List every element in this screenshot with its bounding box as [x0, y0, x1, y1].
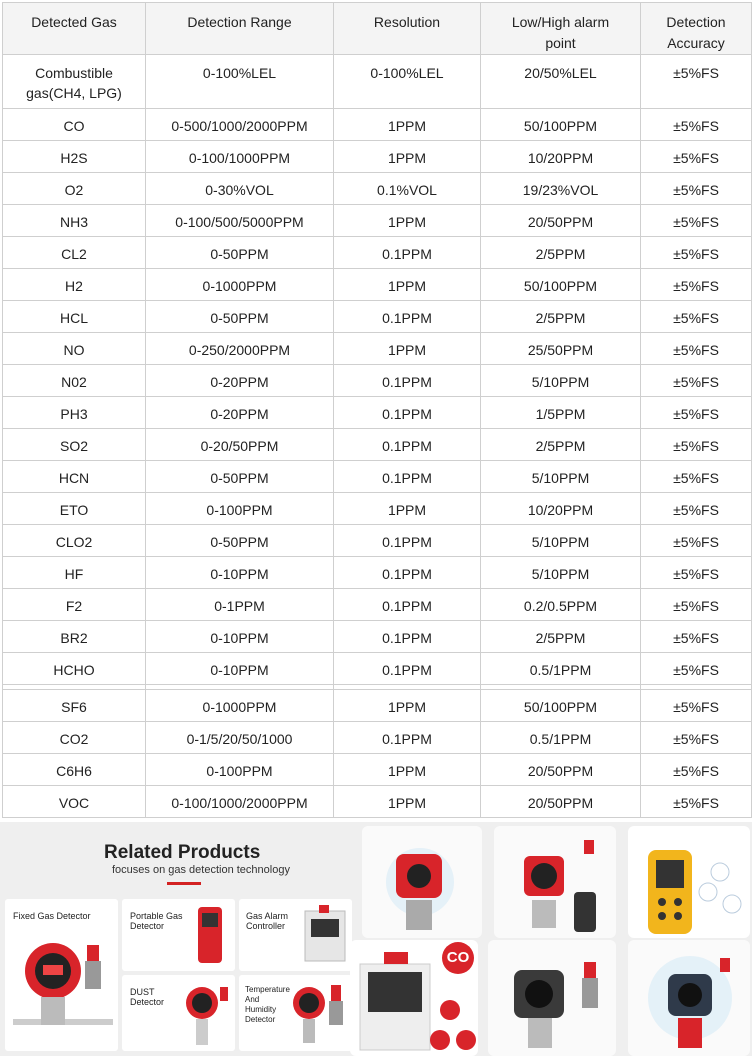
card-fixed-gas-detector[interactable] — [5, 899, 118, 1051]
table-body — [3, 55, 752, 818]
alarm-cell: 1/5PPM — [481, 397, 641, 429]
range-cell: 0-250/2000PPM — [146, 333, 334, 365]
resolution-cell: 1PPM — [334, 109, 481, 141]
temp-humidity-detector-image — [239, 975, 352, 1051]
portable-detector-image — [122, 899, 235, 971]
fixed-detector-image — [5, 899, 118, 1051]
alarm-cell: 2/5PPM — [481, 237, 641, 269]
gas-cell: Combustible gas(CH4, LPG) — [3, 55, 146, 109]
resolution-cell: 1PPM — [334, 754, 481, 786]
resolution-cell: 0.1PPM — [334, 429, 481, 461]
resolution-cell: 0.1PPM — [334, 301, 481, 333]
resolution-cell: 1PPM — [334, 690, 481, 722]
product-image — [494, 826, 616, 938]
accuracy-cell: ±5%FS — [641, 55, 752, 109]
range-cell: 0-500/1000/2000PPM — [146, 109, 334, 141]
accuracy-cell: ±5%FS — [641, 589, 752, 621]
alarm-cell: 5/10PPM — [481, 557, 641, 589]
header-resolution: Resolution — [334, 3, 481, 55]
table-row — [3, 55, 752, 109]
table-row — [3, 429, 752, 461]
accuracy-cell: ±5%FS — [641, 786, 752, 818]
range-cell: 0-30%VOL — [146, 173, 334, 205]
gas-cell: NO — [3, 333, 146, 365]
gas-cell: H2 — [3, 269, 146, 301]
header-detected-gas: Detected Gas — [3, 3, 146, 55]
accuracy-cell: ±5%FS — [641, 173, 752, 205]
gas-cell: CO2 — [3, 722, 146, 754]
range-cell: 0-100PPM — [146, 754, 334, 786]
resolution-cell: 0-100%LEL — [334, 55, 481, 109]
resolution-cell: 0.1PPM — [334, 653, 481, 685]
gas-cell: H2S — [3, 141, 146, 173]
table-row — [3, 493, 752, 525]
alarm-cell: 19/23%VOL — [481, 173, 641, 205]
card-dust-detector[interactable] — [122, 975, 235, 1051]
title-underline — [167, 882, 201, 885]
table-row — [3, 141, 752, 173]
header-detection-range: Detection Range — [146, 3, 334, 55]
range-cell: 0-100/1000/2000PPM — [146, 786, 334, 818]
header-accuracy: Detection Accuracy — [641, 3, 752, 55]
card-portable-gas-detector[interactable] — [122, 899, 235, 971]
resolution-cell: 1PPM — [334, 333, 481, 365]
table-header-row — [3, 3, 752, 55]
dust-detector-image — [122, 975, 235, 1051]
card-label: Gas Alarm Controller — [246, 911, 289, 931]
table-row — [3, 301, 752, 333]
accuracy-cell: ±5%FS — [641, 237, 752, 269]
alarm-cell: 5/10PPM — [481, 365, 641, 397]
range-cell: 0-10PPM — [146, 653, 334, 685]
card-label: DUST Detector — [130, 987, 165, 1007]
table-row — [3, 461, 752, 493]
table-row — [3, 333, 752, 365]
accuracy-cell: ±5%FS — [641, 493, 752, 525]
gas-cell: CLO2 — [3, 525, 146, 557]
gas-cell: CO — [3, 109, 146, 141]
gas-cell: F2 — [3, 589, 146, 621]
accuracy-cell: ±5%FS — [641, 109, 752, 141]
table-row — [3, 589, 752, 621]
card-gas-alarm-controller[interactable] — [239, 899, 352, 971]
alarm-cell: 2/5PPM — [481, 621, 641, 653]
alarm-controller-image — [239, 899, 352, 971]
table-row — [3, 365, 752, 397]
table-row — [3, 754, 752, 786]
table-row — [3, 205, 752, 237]
product-thumb-alarm-controller[interactable] — [350, 940, 478, 1056]
gas-cell: O2 — [3, 173, 146, 205]
resolution-cell: 0.1%VOL — [334, 173, 481, 205]
accuracy-cell: ±5%FS — [641, 205, 752, 237]
resolution-cell: 0.1PPM — [334, 557, 481, 589]
gas-cell: BR2 — [3, 621, 146, 653]
resolution-cell: 0.1PPM — [334, 589, 481, 621]
alarm-cell: 50/100PPM — [481, 109, 641, 141]
range-cell: 0-50PPM — [146, 525, 334, 557]
gas-cell: HCL — [3, 301, 146, 333]
range-cell: 0-50PPM — [146, 461, 334, 493]
range-cell: 0-1000PPM — [146, 269, 334, 301]
range-cell: 0-50PPM — [146, 237, 334, 269]
range-cell: 0-100/1000PPM — [146, 141, 334, 173]
product-thumb-portable-yellow[interactable] — [628, 826, 750, 938]
resolution-cell: 1PPM — [334, 493, 481, 525]
gas-cell: NH3 — [3, 205, 146, 237]
accuracy-cell: ±5%FS — [641, 557, 752, 589]
accuracy-cell: ±5%FS — [641, 397, 752, 429]
resolution-cell: 1PPM — [334, 786, 481, 818]
accuracy-cell: ±5%FS — [641, 621, 752, 653]
co-badge: CO — [442, 942, 474, 974]
resolution-cell: 1PPM — [334, 141, 481, 173]
alarm-cell: 20/50PPM — [481, 205, 641, 237]
card-label: Fixed Gas Detector — [13, 911, 91, 921]
alarm-cell: 5/10PPM — [481, 461, 641, 493]
product-thumb-explosion-proof[interactable] — [362, 826, 482, 938]
range-cell: 0-50PPM — [146, 301, 334, 333]
related-products-title: Related Products — [104, 842, 261, 863]
range-cell: 0-1PPM — [146, 589, 334, 621]
accuracy-cell: ±5%FS — [641, 525, 752, 557]
range-cell: 0-100%LEL — [146, 55, 334, 109]
resolution-cell: 0.1PPM — [334, 397, 481, 429]
accuracy-cell: ±5%FS — [641, 365, 752, 397]
table-row — [3, 397, 752, 429]
table-row — [3, 653, 752, 685]
gas-cell: HF — [3, 557, 146, 589]
range-cell: 0-100PPM — [146, 493, 334, 525]
alarm-cell: 0.2/0.5PPM — [481, 589, 641, 621]
resolution-cell: 0.1PPM — [334, 525, 481, 557]
alarm-cell: 50/100PPM — [481, 690, 641, 722]
alarm-cell: 10/20PPM — [481, 141, 641, 173]
resolution-cell: 0.1PPM — [334, 237, 481, 269]
alarm-cell: 20/50PPM — [481, 754, 641, 786]
gas-cell: HCN — [3, 461, 146, 493]
product-thumb-blue-detector[interactable] — [628, 940, 750, 1056]
alarm-cell: 0.5/1PPM — [481, 653, 641, 685]
range-cell: 0-20PPM — [146, 365, 334, 397]
range-cell: 0-1/5/20/50/1000 — [146, 722, 334, 754]
table-row — [3, 173, 752, 205]
range-cell: 0-10PPM — [146, 557, 334, 589]
accuracy-cell: ±5%FS — [641, 333, 752, 365]
gas-cell: SO2 — [3, 429, 146, 461]
table-row — [3, 269, 752, 301]
table-row — [3, 557, 752, 589]
accuracy-cell: ±5%FS — [641, 429, 752, 461]
gas-cell: C6H6 — [3, 754, 146, 786]
range-cell: 0-10PPM — [146, 621, 334, 653]
card-temperature-humidity-detector[interactable] — [239, 975, 352, 1051]
accuracy-cell: ±5%FS — [641, 690, 752, 722]
alarm-cell: 5/10PPM — [481, 525, 641, 557]
related-products-banner — [0, 822, 752, 1056]
accuracy-cell: ±5%FS — [641, 653, 752, 685]
table-row — [3, 237, 752, 269]
range-cell: 0-1000PPM — [146, 690, 334, 722]
range-cell: 0-100/500/5000PPM — [146, 205, 334, 237]
resolution-cell: 0.1PPM — [334, 722, 481, 754]
product-image — [488, 940, 616, 1056]
accuracy-cell: ±5%FS — [641, 461, 752, 493]
product-image — [362, 826, 482, 938]
gas-cell: VOC — [3, 786, 146, 818]
card-label: Portable Gas Detector — [130, 911, 183, 931]
card-label: Temperature And Humidity Detector — [245, 985, 290, 1024]
accuracy-cell: ±5%FS — [641, 722, 752, 754]
gas-cell: PH3 — [3, 397, 146, 429]
table-row — [3, 621, 752, 653]
alarm-cell: 0.5/1PPM — [481, 722, 641, 754]
range-cell: 0-20PPM — [146, 397, 334, 429]
table-row — [3, 786, 752, 818]
table-row — [3, 525, 752, 557]
gas-cell: ETO — [3, 493, 146, 525]
accuracy-cell: ±5%FS — [641, 301, 752, 333]
accuracy-cell: ±5%FS — [641, 754, 752, 786]
product-thumb-grey-detector[interactable] — [488, 940, 616, 1056]
gas-spec-table — [2, 2, 752, 818]
alarm-cell: 20/50%LEL — [481, 55, 641, 109]
alarm-cell: 2/5PPM — [481, 429, 641, 461]
resolution-cell: 0.1PPM — [334, 365, 481, 397]
table-row — [3, 722, 752, 754]
resolution-cell: 0.1PPM — [334, 461, 481, 493]
accuracy-cell: ±5%FS — [641, 141, 752, 173]
gas-cell: CL2 — [3, 237, 146, 269]
table-row — [3, 690, 752, 722]
accuracy-cell: ±5%FS — [641, 269, 752, 301]
alarm-cell: 20/50PPM — [481, 786, 641, 818]
resolution-cell: 0.1PPM — [334, 621, 481, 653]
related-products-subtitle: focuses on gas detection technology — [112, 864, 290, 876]
resolution-cell: 1PPM — [334, 269, 481, 301]
alarm-cell: 2/5PPM — [481, 301, 641, 333]
gas-cell: SF6 — [3, 690, 146, 722]
alarm-cell: 10/20PPM — [481, 493, 641, 525]
range-cell: 0-20/50PPM — [146, 429, 334, 461]
header-alarm-point: Low/High alarm point — [481, 3, 641, 55]
product-image — [628, 826, 750, 938]
gas-cell: HCHO — [3, 653, 146, 685]
gas-cell: N02 — [3, 365, 146, 397]
alarm-cell: 50/100PPM — [481, 269, 641, 301]
product-thumb-detector-remote[interactable] — [494, 826, 616, 938]
product-image — [628, 940, 750, 1056]
alarm-cell: 25/50PPM — [481, 333, 641, 365]
table-row — [3, 109, 752, 141]
resolution-cell: 1PPM — [334, 205, 481, 237]
